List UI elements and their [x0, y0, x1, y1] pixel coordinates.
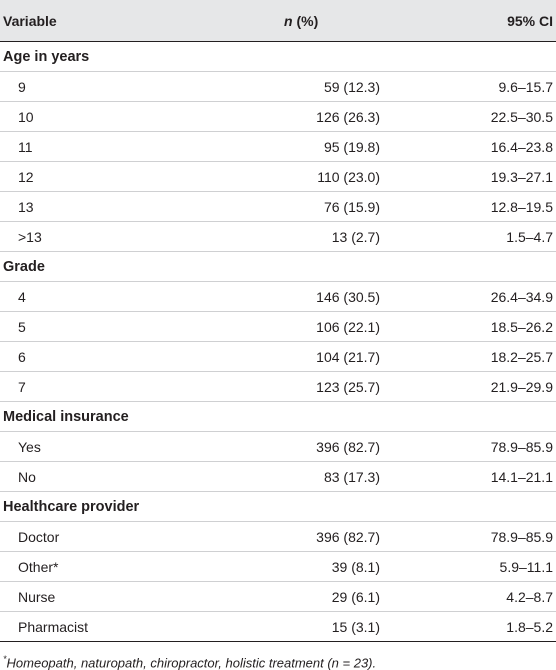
table-body — [0, 42, 556, 642]
row-ci: 1.5–4.7 — [506, 228, 553, 245]
row-n-percent: 29 (6.1) — [331, 588, 380, 605]
row-label: >13 — [18, 228, 42, 245]
table-row — [0, 582, 556, 612]
table-header — [0, 0, 556, 42]
row-label: 10 — [18, 108, 34, 125]
row-ci: 19.3–27.1 — [490, 168, 553, 185]
row-ci: 1.8–5.2 — [506, 618, 553, 635]
table-row — [0, 222, 556, 252]
row-ci: 22.5–30.5 — [490, 108, 553, 125]
header-n-italic: n — [284, 12, 293, 29]
row-ci: 16.4–23.8 — [490, 138, 553, 155]
row-ci: 5.9–11.1 — [499, 558, 553, 575]
row-label: 4 — [18, 288, 26, 305]
row-n-percent: 396 (82.7) — [316, 438, 380, 455]
header-n-rest: (%) — [292, 12, 319, 29]
row-label: Nurse — [18, 588, 56, 605]
section-title: Age in years — [0, 42, 556, 72]
row-ci: 18.5–26.2 — [490, 318, 553, 335]
row-ci: 26.4–34.9 — [490, 288, 553, 305]
table-row — [0, 522, 556, 552]
row-n-percent: 39 (8.1) — [331, 558, 380, 575]
row-ci: 18.2–25.7 — [490, 348, 553, 365]
row-n-percent: 104 (21.7) — [316, 348, 380, 365]
row-label: Yes — [18, 438, 41, 455]
row-n-percent: 146 (30.5) — [316, 288, 380, 305]
row-n-percent: 76 (15.9) — [323, 198, 380, 215]
header-n-percent — [284, 13, 384, 29]
row-n-percent: 110 (23.0) — [317, 168, 380, 185]
row-n-percent: 123 (25.7) — [316, 378, 380, 395]
row-label: Pharmacist — [18, 618, 89, 635]
footnote — [0, 654, 556, 670]
row-label: 6 — [18, 348, 26, 365]
row-ci: 21.9–29.9 — [490, 378, 553, 395]
section-title: Grade — [0, 252, 556, 282]
row-label: 7 — [18, 378, 26, 395]
row-n-percent: 13 (2.7) — [331, 228, 380, 245]
table-row — [0, 552, 556, 582]
row-label: No — [18, 468, 36, 485]
row-ci: 14.1–21.1 — [490, 468, 553, 485]
table-row — [0, 162, 556, 192]
table-row — [0, 312, 556, 342]
table-row — [0, 432, 556, 462]
row-ci: 9.6–15.7 — [498, 78, 553, 95]
row-label: Doctor — [18, 528, 60, 545]
header-ci: 95% CI — [507, 12, 553, 29]
row-label: 13 — [18, 198, 34, 215]
row-n-percent: 396 (82.7) — [316, 528, 380, 545]
row-n-percent: 83 (17.3) — [323, 468, 380, 485]
table-row — [0, 72, 556, 102]
row-n-percent: 59 (12.3) — [323, 78, 380, 95]
table-row — [0, 372, 556, 402]
header-variable: Variable — [3, 12, 57, 29]
table-row — [0, 102, 556, 132]
row-label: 9 — [18, 78, 26, 95]
row-label: 11 — [18, 138, 33, 155]
table-row — [0, 192, 556, 222]
row-ci: 12.8–19.5 — [490, 198, 553, 215]
table-row — [0, 342, 556, 372]
table-row — [0, 462, 556, 492]
row-n-percent: 126 (26.3) — [316, 108, 380, 125]
footnote-mark: * — [3, 654, 7, 664]
row-n-percent: 95 (19.8) — [323, 138, 380, 155]
footnote-text: Homeopath, naturopath, chiropractor, holistic treatment (n = 23). — [6, 655, 377, 670]
row-ci: 4.2–8.7 — [506, 588, 553, 605]
row-n-percent: 15 (3.1) — [331, 618, 380, 635]
row-label: 5 — [18, 318, 26, 335]
table-row — [0, 132, 556, 162]
table-row — [0, 282, 556, 312]
section-title: Medical insurance — [0, 402, 556, 432]
row-label: 12 — [18, 168, 34, 185]
row-ci: 78.9–85.9 — [490, 528, 553, 545]
row-n-percent: 106 (22.1) — [316, 318, 380, 335]
section-title: Healthcare provider — [0, 492, 556, 522]
row-ci: 78.9–85.9 — [490, 438, 553, 455]
row-label: Other* — [18, 558, 59, 575]
